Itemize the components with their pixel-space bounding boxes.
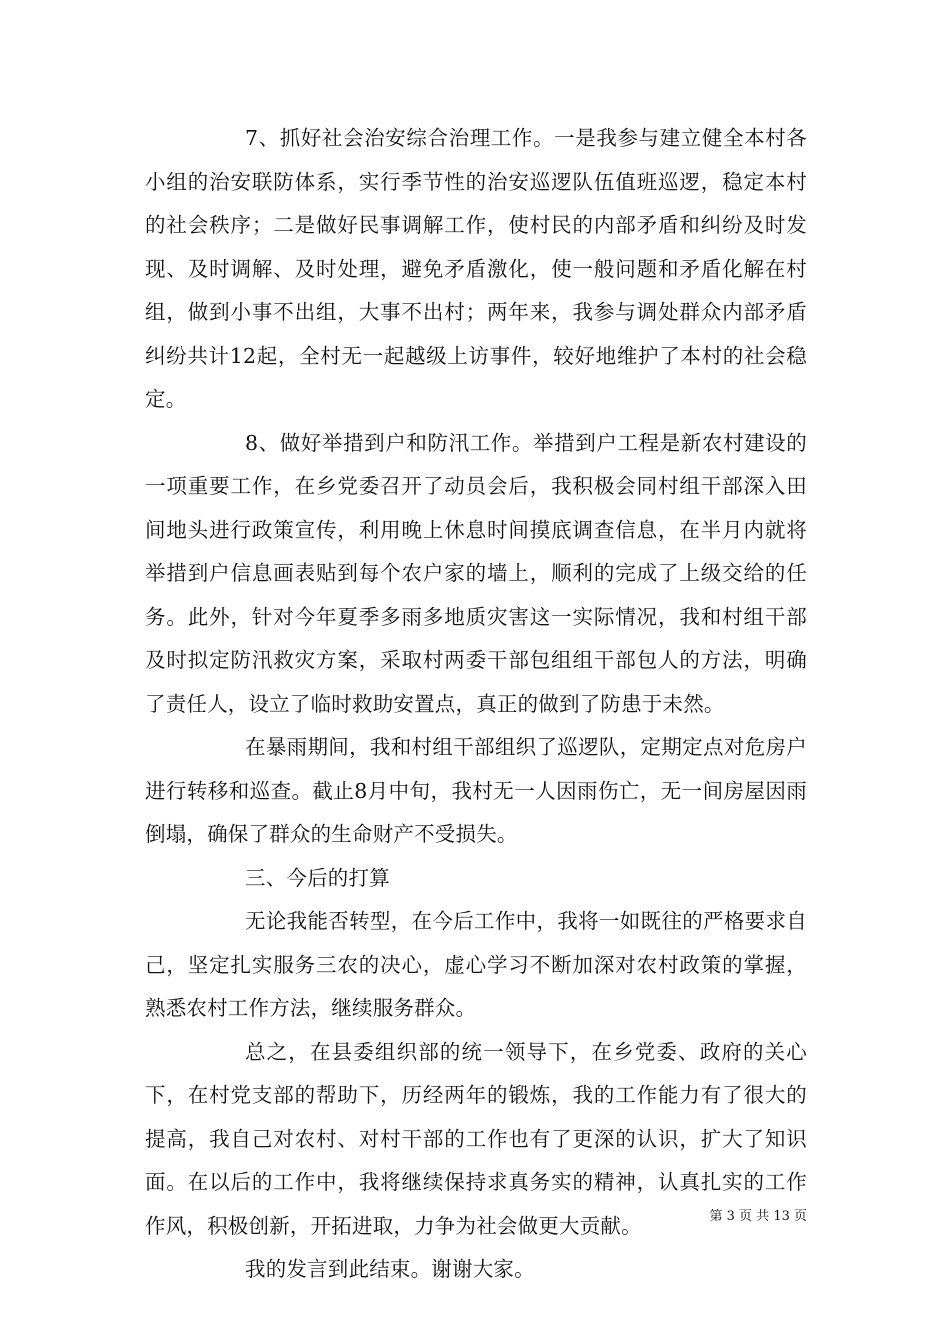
document-body — [145, 117, 807, 1292]
page-number-footer: 第 3 页 共 13 页 — [709, 1209, 807, 1224]
paragraph-summary: 总之，在县委组织部的统一领导下，在乡党委、政府的关心下，在村党支部的帮助下，历经两年的锻炼，我的工作能力有了很大的提高，我自己对农村、对村干部的工作也有了更深的认识，扩大了知识面。在以后的工作中，我将继续保持求真务实的精神，认真扎实的工作作风，积极创新，开拓进取，力争为社会做更大贡献。 — [145, 1039, 807, 1238]
section-heading-future-plans: 三、今后的打算 — [245, 865, 390, 890]
paragraph-public-security: 7、抓好社会治安综合治理工作。一是我参与建立健全本村各小组的治安联防体系，实行季节性的治安巡逻队伍值班巡逻，稳定本村的社会秩序；二是做好民事调解工作，使村民的内部矛盾和纠纷及时发现、及时调解、及时处理，避免矛盾激化，使一般问题和矛盾化解在村组，做到小事不出组，大事不出村；两年来，我参与调处群众内部矛盾纠纷共计12起，全村无一起越级上访事件，较好地维护了本村的社会稳定。 — [145, 126, 807, 411]
paragraph-flood-prevention: 8、做好举措到户和防汛工作。举措到户工程是新农村建设的一项重要工作，在乡党委召开了动员会后，我积极会同村组干部深入田间地头进行政策宣传，利用晚上休息时间摸底调查信息，在半月内就将举措到户信息画表贴到每个农户家的墙上，顺利的完成了上级交给的任务。此外，针对今年夏季多雨多地质灾害这一实际情况，我和村组干部及时拟定防汛救灾方案，采取村两委干部包组组干部包人的方法，明确了责任人，设立了临时救助安置点，真正的做到了防患于未然。 — [145, 430, 807, 716]
paragraph-future-work: 无论我能否转型，在今后工作中，我将一如既往的严格要求自己，坚定扎实服务三农的决心，虚心学习不断加深对农村政策的掌握，熟悉农村工作方法，继续服务群众。 — [145, 909, 807, 1020]
paragraph-rainstorm-patrol: 在暴雨期间，我和村组干部组织了巡逻队，定期定点对危房户进行转移和巡查。截止8月中旬，我村无一人因雨伤亡，无一间房屋因雨倒塌，确保了群众的生命财产不受损失。 — [145, 735, 807, 846]
paragraph-closing: 我的发言到此结束。谢谢大家。 — [245, 1257, 535, 1281]
